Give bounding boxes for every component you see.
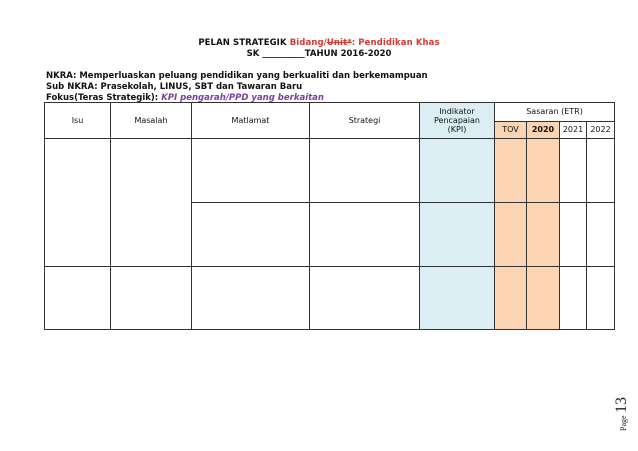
cell-kpi xyxy=(420,267,495,330)
cell-strategi xyxy=(310,139,420,203)
cell-tov xyxy=(495,139,527,203)
subtitle-blank: __________ xyxy=(262,49,305,59)
title-bidang: Bidang/ xyxy=(289,38,327,48)
header-2020: 2020 xyxy=(527,122,560,139)
header-masalah: Masalah xyxy=(111,103,192,139)
sub-nkra-line: Sub NKRA: Prasekolah, LINUS, SBT dan Tawaran Baru xyxy=(46,82,303,92)
header-kpi-line1: Indikator xyxy=(439,106,475,116)
cell-2020 xyxy=(527,267,560,330)
header-kpi-line3: (KPI) xyxy=(447,125,467,135)
table-row xyxy=(45,139,615,203)
page-number-svg xyxy=(610,373,630,433)
page-number: 13 xyxy=(613,397,630,413)
cell-2022 xyxy=(587,203,615,267)
cell-strategi xyxy=(310,203,420,267)
cell-strategi xyxy=(310,267,420,330)
header-strategi: Strategi xyxy=(310,103,420,139)
nkra-line: NKRA: Memperluaskan peluang pendidikan yang berkualiti dan berkemampuan xyxy=(46,71,428,81)
cell-2021 xyxy=(560,139,587,203)
title-unit-struck: Unit* xyxy=(326,38,352,48)
page-number-block xyxy=(610,373,630,433)
header-kpi xyxy=(420,103,495,139)
cell-kpi xyxy=(420,139,495,203)
cell-2020 xyxy=(527,203,560,267)
document-subtitle xyxy=(0,49,638,59)
fokus-label: Fokus(Teras Strategik): xyxy=(46,93,159,103)
cell-2022 xyxy=(587,267,615,330)
header-tov: TOV xyxy=(495,122,527,139)
title-prefix: PELAN STRATEGIK xyxy=(198,38,287,48)
strategic-plan-table xyxy=(44,102,615,330)
header-sasaran: Sasaran (ETR) xyxy=(495,103,615,122)
cell-2022 xyxy=(587,139,615,203)
cell-masalah xyxy=(111,267,192,330)
cell-kpi xyxy=(420,203,495,267)
cell-isu xyxy=(45,267,111,330)
title-suffix: : Pendidikan Khas xyxy=(351,38,440,48)
cell-matlamat xyxy=(192,203,310,267)
header-matlamat: Matlamat xyxy=(192,103,310,139)
page-label: Page xyxy=(619,415,628,431)
cell-2021 xyxy=(560,267,587,330)
header-kpi-line2: Pencapaian xyxy=(433,115,480,125)
cell-tov xyxy=(495,203,527,267)
subtitle-sk: SK xyxy=(246,49,260,59)
cell-matlamat xyxy=(192,139,310,203)
fokus-value: KPI pengarah/PPD yang berkaitan xyxy=(161,93,324,103)
header-isu: Isu xyxy=(45,103,111,139)
cell-2020 xyxy=(527,139,560,203)
cell-2021 xyxy=(560,203,587,267)
header-2021: 2021 xyxy=(560,122,587,139)
cell-isu xyxy=(45,139,111,267)
header-2022: 2022 xyxy=(587,122,615,139)
cell-masalah xyxy=(111,139,192,267)
cell-tov xyxy=(495,267,527,330)
table-row xyxy=(45,267,615,330)
header-row-1 xyxy=(45,103,615,122)
subtitle-tahun: TAHUN 2016-2020 xyxy=(304,49,392,59)
cell-matlamat xyxy=(192,267,310,330)
document-title xyxy=(0,38,638,48)
